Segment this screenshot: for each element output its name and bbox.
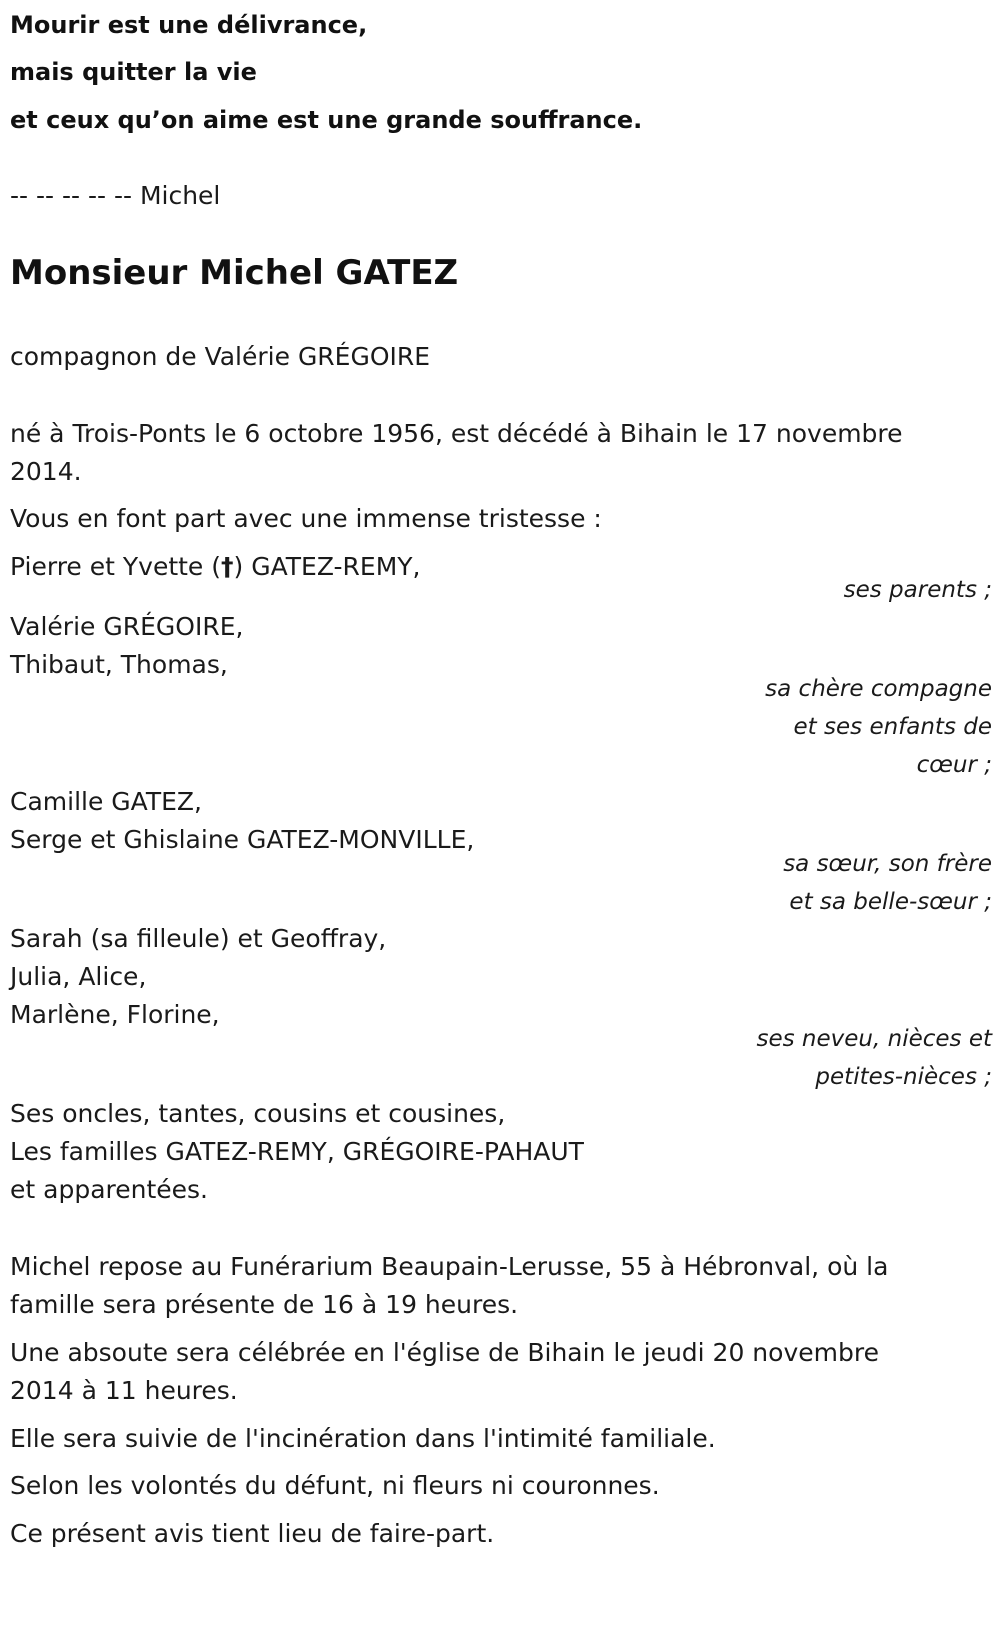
absoute-line-1: Une absoute sera célébrée en l'église de Bihain le jeudi 20 novembre: [10, 1338, 879, 1367]
announcement-line: Vous en font part avec une immense tristesse :: [10, 504, 602, 533]
sibling-name-1: Camille GATEZ,: [10, 787, 202, 816]
quote-line-1: Mourir est une délivrance,: [10, 11, 368, 39]
nephew-names-1: Sarah (sa filleule) et Geoffray,: [10, 924, 387, 953]
partner-relation-line-2: et ses enfants de: [793, 714, 992, 740]
quote-signature: -- -- -- -- -- Michel: [10, 181, 221, 210]
obituary-notice: [10, 0, 992, 1637]
children-names: Thibaut, Thomas,: [10, 650, 228, 679]
sibling-name-2: Serge et Ghislaine GATEZ-MONVILLE,: [10, 825, 475, 854]
quote-line-2: mais quitter la vie: [10, 58, 257, 86]
birth-death-line-1: né à Trois-Ponts le 6 octobre 1956, est décédé à Bihain le 17 novembre: [10, 419, 903, 448]
repose-line-1: Michel repose au Funérarium Beaupain-Lerusse, 55 à Hébronval, où la: [10, 1252, 889, 1281]
flowers-line: Selon les volontés du défunt, ni fleurs ni couronnes.: [10, 1471, 660, 1500]
siblings-relation-line-1: sa sœur, son frère: [783, 851, 992, 877]
notice-line: Ce présent avis tient lieu de faire-part.: [10, 1519, 495, 1548]
parents-names: Pierre et Yvette (†) GATEZ-REMY,: [10, 552, 421, 581]
partner-line: compagnon de Valérie GRÉGOIRE: [10, 342, 431, 371]
extended-family-2: Les familles GATEZ-REMY, GRÉGOIRE-PAHAUT: [10, 1137, 584, 1166]
extended-family-3: et apparentées.: [10, 1175, 208, 1204]
parents-relation: ses parents ;: [843, 577, 992, 603]
partner-relation-line-1: sa chère compagne: [765, 676, 992, 702]
repose-line-2: famille sera présente de 16 à 19 heures.: [10, 1290, 519, 1319]
incineration-line: Elle sera suivie de l'incinération dans l'intimité familiale.: [10, 1424, 716, 1453]
nephew-names-3: Marlène, Florine,: [10, 1000, 220, 1029]
cross-icon: †: [221, 552, 234, 581]
page-title: Monsieur Michel GATEZ: [10, 253, 459, 293]
partner-name: Valérie GRÉGOIRE,: [10, 612, 244, 641]
extended-family-1: Ses oncles, tantes, cousins et cousines,: [10, 1099, 506, 1128]
birth-death-line-2: 2014.: [10, 457, 82, 486]
partner-relation-line-3: cœur ;: [916, 752, 992, 778]
nephews-relation-line-2: petites-nièces ;: [815, 1064, 992, 1090]
nephew-names-2: Julia, Alice,: [10, 962, 147, 991]
quote-line-3: et ceux qu’on aime est une grande souffrance.: [10, 106, 643, 134]
nephews-relation-line-1: ses neveu, nièces et: [756, 1026, 992, 1052]
absoute-line-2: 2014 à 11 heures.: [10, 1376, 238, 1405]
siblings-relation-line-2: et sa belle-sœur ;: [789, 889, 992, 915]
